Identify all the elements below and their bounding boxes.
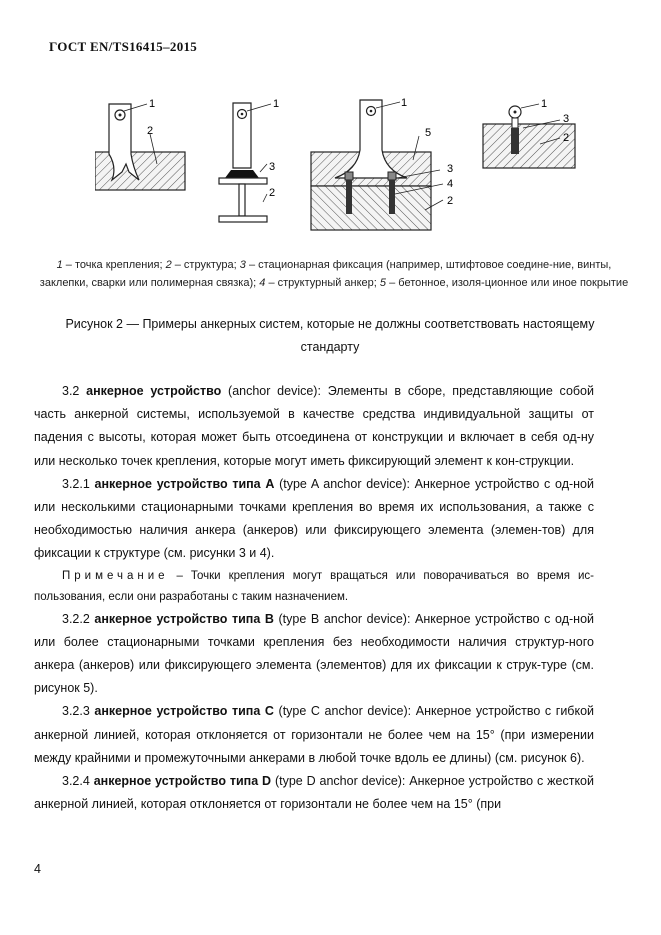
sketch-bolted-eyelet: [311, 97, 453, 230]
sketch-embedded-eyelet: [95, 98, 185, 190]
callout-1: 1: [149, 98, 156, 110]
figure-caption: Рисунок 2 — Примеры анкерных систем, которые не должны соответствовать настоящему стандарту: [65, 317, 595, 354]
section-3-2-3: 3.2.3 анкерное устройство типа С (type C anchor device): Анкерное устройство с гибкой анкерной линией, которая отклоняется от горизонтали не более чем на 15° (при измерении между крайними и промежуточными анкерами в любой точке вдоль ее длины) (см. рисунок 6).: [34, 704, 594, 765]
callout-2: 2: [147, 125, 154, 137]
svg-text:2: 2: [447, 195, 454, 207]
svg-text:3: 3: [447, 163, 454, 175]
document-body: [34, 380, 594, 816]
svg-text:2: 2: [269, 187, 276, 199]
figure-legend: 1 – точка крепления; 2 – структура; 3 – стационарная фиксация (например, штифтовое соедине-ние, винты, заклепки, сварки или полимерная связка); 4 – структурный анкер; 5 – бетонное, изоля-ционное или иное покрытие: [39, 259, 629, 289]
sketch-eyebolt: [483, 98, 575, 168]
svg-text:3: 3: [269, 161, 276, 173]
svg-text:5: 5: [425, 127, 432, 139]
svg-text:1: 1: [273, 98, 280, 110]
section-3-2-1: 3.2.1 анкерное устройство типа А (type A anchor device): Анкерное устройство с од-ной или несколькими стационарными точками крепления во время их использования, а также с необходимостью наличия анкера (анкеров) или фиксирующего элемента (элемен-тов) для фиксации к структуре (см. рисунки 3 и 4).: [34, 476, 594, 561]
section-3-2-4: 3.2.4 анкерное устройство типа D (type D anchor device): Анкерное устройство с жесткой анкерной линией, которая отклоняется от горизонтали не более чем на 15° (при: [34, 774, 594, 812]
svg-text:2: 2: [563, 132, 570, 144]
structure-block: [95, 152, 185, 190]
note: Примечание – Точки крепления могут вращаться или поворачиваться во время ис-пользования, если они разработаны с таким назначением.: [34, 569, 594, 603]
svg-text:1: 1: [541, 98, 548, 110]
svg-text:4: 4: [447, 178, 454, 190]
svg-text:3: 3: [563, 113, 570, 125]
sketch-ibeam-eyelet: [219, 98, 279, 222]
page-number: 4: [34, 862, 41, 876]
svg-text:1: 1: [401, 97, 408, 109]
section-3-2: 3.2 анкерное устройство (anchor device): Элементы в сборе, представляющие собой часть анкерной системы, используемой в качестве средства индивидуальной защиты от падения с высоты, которая может быть отсоединена от конструкции и включает в себя од-ну или несколько точек крепления, которые могут иметь фиксирующий элемент к кон-струкции.: [34, 384, 594, 468]
anchor-systems-figure: [95, 92, 615, 232]
document-header: ГОСТ EN/TS16415–2015: [49, 39, 198, 54]
section-3-2-2: 3.2.2 анкерное устройство типа В (type B anchor device): Анкерное устройство с од-ной или более стационарными точками крепления без необходимости наличия структур-ного анкера (анкеров) или фиксирующего элемента (элементов) для их фиксации к струк-туре (см. рисунок 5).: [34, 611, 594, 696]
